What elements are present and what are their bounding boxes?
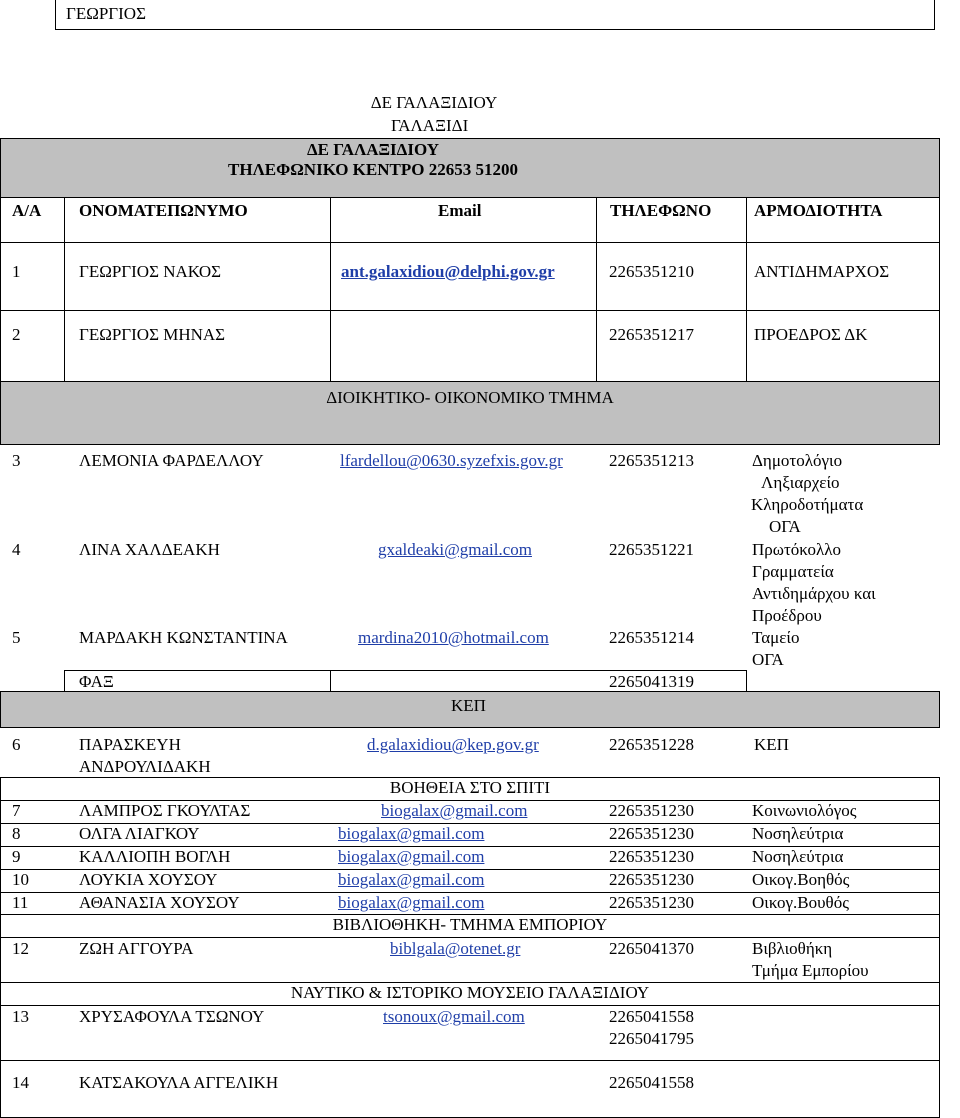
row-name: ΚΑΛΛΙΟΠΗ ΒΟΓΛΗ xyxy=(79,847,231,866)
header-line-1: ΔΕ ΓΑΛΑΞΙΔΙΟΥ xyxy=(370,93,498,112)
row-email-link[interactable]: ant.galaxidiou@delphi.gov.gr xyxy=(341,262,555,281)
row-phone: 2265351214 xyxy=(609,628,694,647)
row-role: Πρωτόκολλο xyxy=(752,540,841,559)
row-role: Νοσηλεύτρια xyxy=(752,847,844,866)
row-name: ΟΛΓΑ ΛΙΑΓΚΟΥ xyxy=(79,824,200,843)
row-id: 11 xyxy=(12,893,29,912)
row-id: 14 xyxy=(12,1073,29,1092)
row-name: ΓΕΩΡΓΙΟΣ ΝΑΚΟΣ xyxy=(79,262,222,281)
row-phone: 2265351230 xyxy=(609,824,694,843)
row-phone: 2265351230 xyxy=(609,893,694,912)
section-home-title: ΒΟΗΘΕΙΑ ΣΤΟ ΣΠΙΤΙ xyxy=(389,778,551,797)
row-name: ΛΑΜΠΡΟΣ ΓΚΟΥΛΤΑΣ xyxy=(79,801,251,820)
row-email-link[interactable]: biogalax@gmail.com xyxy=(381,801,528,820)
row-email-link[interactable]: lfardellou@0630.syzefxis.gov.gr xyxy=(340,451,563,470)
row-name: ΓΕΩΡΓΙΟΣ ΜΗΝΑΣ xyxy=(79,325,226,344)
row-phone: 2265041319 xyxy=(609,672,694,691)
row-id: 8 xyxy=(12,824,21,843)
table-row xyxy=(0,310,940,382)
row-email-link[interactable]: gxaldeaki@gmail.com xyxy=(378,540,532,559)
row-id: 5 xyxy=(12,628,21,647)
row-phone: 2265351221 xyxy=(609,540,694,559)
row-role: Οικογ.Βοηθός xyxy=(752,870,850,889)
header-line-4: ΤΗΛΕΦΩΝΙΚΟ ΚΕΝΤΡΟ 22653 51200 xyxy=(228,160,518,179)
row-name: ΑΘΑΝΑΣΙΑ ΧΟΥΣΟΥ xyxy=(79,893,240,912)
section-museum-title: ΝΑΥΤΙΚΟ & ΙΣΤΟΡΙΚΟ ΜΟΥΣΕΙΟ ΓΑΛΑΞΙΔΙΟΥ xyxy=(290,983,650,1002)
row-name: ΛΕΜΟΝΙΑ ΦΑΡΔΕΛΛΟΥ xyxy=(79,451,264,470)
row-name: ΦΑΞ xyxy=(79,672,114,691)
row-role: Ληξιαρχείο xyxy=(761,473,840,492)
row-id: 9 xyxy=(12,847,21,866)
row-phone: 2265351230 xyxy=(609,847,694,866)
col-name: ΟΝΟΜΑΤΕΠΩΝΥΜΟ xyxy=(79,201,248,220)
row-role: Ταμείο xyxy=(752,628,800,647)
row-id: 6 xyxy=(12,735,21,754)
row-email-link[interactable]: d.galaxidiou@kep.gov.gr xyxy=(367,735,539,754)
row-id: 12 xyxy=(12,939,29,958)
row-phone: 2265351228 xyxy=(609,735,694,754)
row-id: 3 xyxy=(12,451,21,470)
row-phone: 2265351230 xyxy=(609,801,694,820)
row-role: ΑΝΤΙΔΗΜΑΡΧΟΣ xyxy=(754,262,890,281)
row-name: ΖΩΗ ΑΓΓΟΥΡΑ xyxy=(79,939,194,958)
row-email-link[interactable]: biblgala@otenet.gr xyxy=(390,939,521,958)
row-role: Τμήμα Εμπορίου xyxy=(752,961,869,980)
row-name: ΛΟΥΚΙΑ ΧΟΥΣΟΥ xyxy=(79,870,218,889)
row-phone: 2265041558 xyxy=(609,1007,694,1026)
row-role: ΠΡΟΕΔΡΟΣ ΔΚ xyxy=(754,325,868,344)
section-admin-title: ΔΙΟΙΚΗΤΙΚΟ- ΟΙΚΟΝΟΜΙΚΟ ΤΜΗΜΑ xyxy=(326,388,614,407)
top-name: ΓΕΩΡΓΙΟΣ xyxy=(66,4,146,23)
row-email-link[interactable]: biogalax@gmail.com xyxy=(338,893,485,912)
row-phone: 2265041795 xyxy=(609,1029,694,1048)
row-role: Προέδρου xyxy=(752,606,822,625)
row-role: Βιβλιοθήκη xyxy=(752,939,833,958)
row-name: ΚΑΤΣΑΚΟΥΛΑ ΑΓΓΕΛΙΚΗ xyxy=(79,1073,279,1092)
row-id: 1 xyxy=(12,262,21,281)
row-role: Γραμματεία xyxy=(752,562,834,581)
row-name: ΧΡΥΣΑΦΟΥΛΑ ΤΣΩΝΟΥ xyxy=(79,1007,265,1026)
row-email-link[interactable]: biogalax@gmail.com xyxy=(338,824,485,843)
row-phone: 2265041370 xyxy=(609,939,694,958)
row-id: 13 xyxy=(12,1007,29,1026)
row-role: Κοινωνιολόγος xyxy=(752,801,857,820)
row-role: Νοσηλεύτρια xyxy=(752,824,844,843)
col-email: Email xyxy=(438,201,482,220)
row-role: ΚΕΠ xyxy=(754,735,789,754)
row-id: 10 xyxy=(12,870,29,889)
col-role: ΑΡΜΟΔΙΟΤΗΤΑ xyxy=(754,201,883,220)
row-role: Κληροδοτήματα xyxy=(751,495,864,514)
col-phone: ΤΗΛΕΦΩΝΟ xyxy=(610,201,712,220)
header-line-2: ΓΑΛΑΞΙΔΙ xyxy=(391,116,469,135)
row-role: Αντιδημάρχου και xyxy=(752,584,876,603)
header-line-3: ΔΕ ΓΑΛΑΞΙΔΙΟΥ xyxy=(306,140,440,159)
row-name: ΜΑΡΔΑΚΗ ΚΩΝΣΤΑΝΤΙΝΑ xyxy=(79,628,288,647)
row-email-link[interactable]: biogalax@gmail.com xyxy=(338,870,485,889)
section-library-title: ΒΙΒΛΙΟΘΗΚΗ- ΤΜΗΜΑ ΕΜΠΟΡΙΟΥ xyxy=(332,915,608,934)
section-kep-title: ΚΕΠ xyxy=(451,696,486,715)
row-phone: 2265041558 xyxy=(609,1073,694,1092)
row-phone: 2265351217 xyxy=(609,325,694,344)
row-name: ΑΝΔΡΟΥΛΙΔΑΚΗ xyxy=(79,757,211,776)
top-name-cell xyxy=(55,0,935,30)
col-id: Α/Α xyxy=(12,201,42,220)
row-phone: 2265351210 xyxy=(609,262,694,281)
row-role: Οικογ.Βουθός xyxy=(752,893,849,912)
row-role: ΟΓΑ xyxy=(769,517,801,536)
row-role: ΟΓΑ xyxy=(752,650,784,669)
row-name: ΠΑΡΑΣΚΕΥΗ xyxy=(79,735,181,754)
row-email-link[interactable]: tsonoux@gmail.com xyxy=(383,1007,525,1026)
row-id: 7 xyxy=(12,801,21,820)
row-phone: 2265351213 xyxy=(609,451,694,470)
row-role: Δημοτολόγιο xyxy=(752,451,843,470)
row-email-link[interactable]: mardina2010@hotmail.com xyxy=(358,628,549,647)
row-email-link[interactable]: biogalax@gmail.com xyxy=(338,847,485,866)
row-phone: 2265351230 xyxy=(609,870,694,889)
row-id: 4 xyxy=(12,540,21,559)
row-id: 2 xyxy=(12,325,21,344)
row-name: ΛΙΝΑ ΧΑΛΔΕΑΚΗ xyxy=(79,540,220,559)
